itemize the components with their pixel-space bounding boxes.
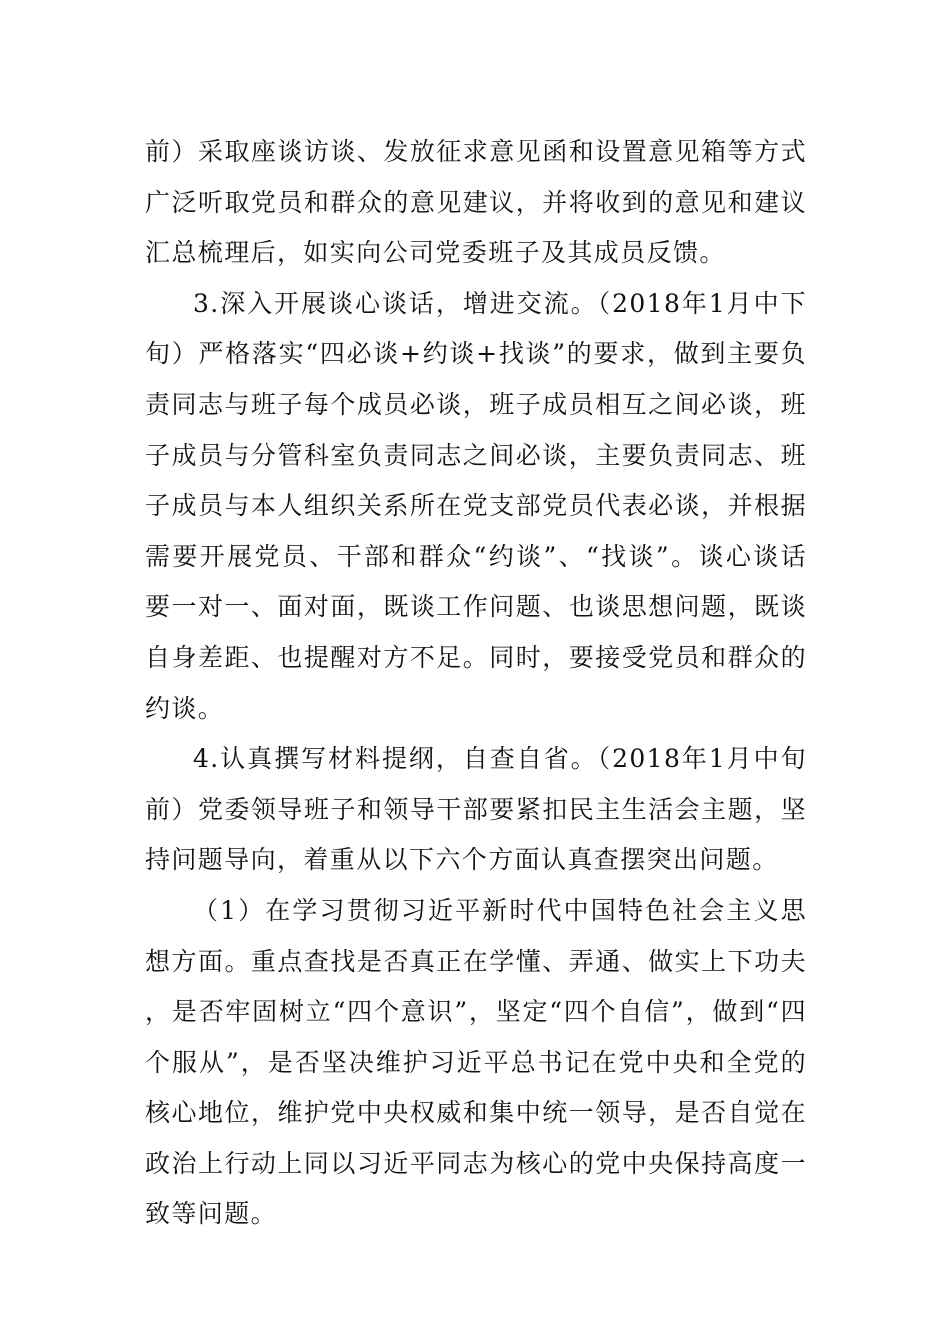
paragraph-subitem-1: （1）在学习贯彻习近平新时代中国特色社会主义思想方面。重点查找是否真正在学懂、弄通、做实上下功夫，是否牢固树立“四个意识”，坚定“四个自信”，做到“四个服从”，是否坚决维护习近平总书记在党中央和全党的核心地位，维护党中央权威和集中统一领导，是否自觉在政治上行动上同以习近平同志为核心的党中央保持高度一致等问题。 bbox=[145, 895, 807, 1229]
paragraph-item-4: 4.认真撰写材料提纲，自查自省。（2018年1月中旬前）党委领导班子和领导干部要紧扣民主生活会主题，坚持问题导向，着重从以下六个方面认真查摆突出问题。 bbox=[145, 744, 807, 875]
document-body bbox=[145, 127, 807, 1240]
paragraph-item-3: 3.深入开展谈心谈话，增进交流。（2018年1月中下旬）严格落实“四必谈+约谈+找谈”的要求，做到主要负责同志与班子每个成员必谈，班子成员相互之间必谈，班子成员与分管科室负责同志之间必谈，主要负责同志、班子成员与本人组织关系所在党支部党员代表必谈，并根据需要开展党员、干部和群众“约谈”、“找谈”。谈心谈话要一对一、面对面，既谈工作问题、也谈思想问题，既谈自身差距、也提醒对方不足。同时，要接受党员和群众的约谈。 bbox=[145, 288, 807, 723]
paragraph-continuation: 前）采取座谈访谈、发放征求意见函和设置意见箱等方式广泛听取党员和群众的意见建议，并将收到的意见和建议汇总梳理后，如实向公司党委班子及其成员反馈。 bbox=[145, 137, 807, 268]
